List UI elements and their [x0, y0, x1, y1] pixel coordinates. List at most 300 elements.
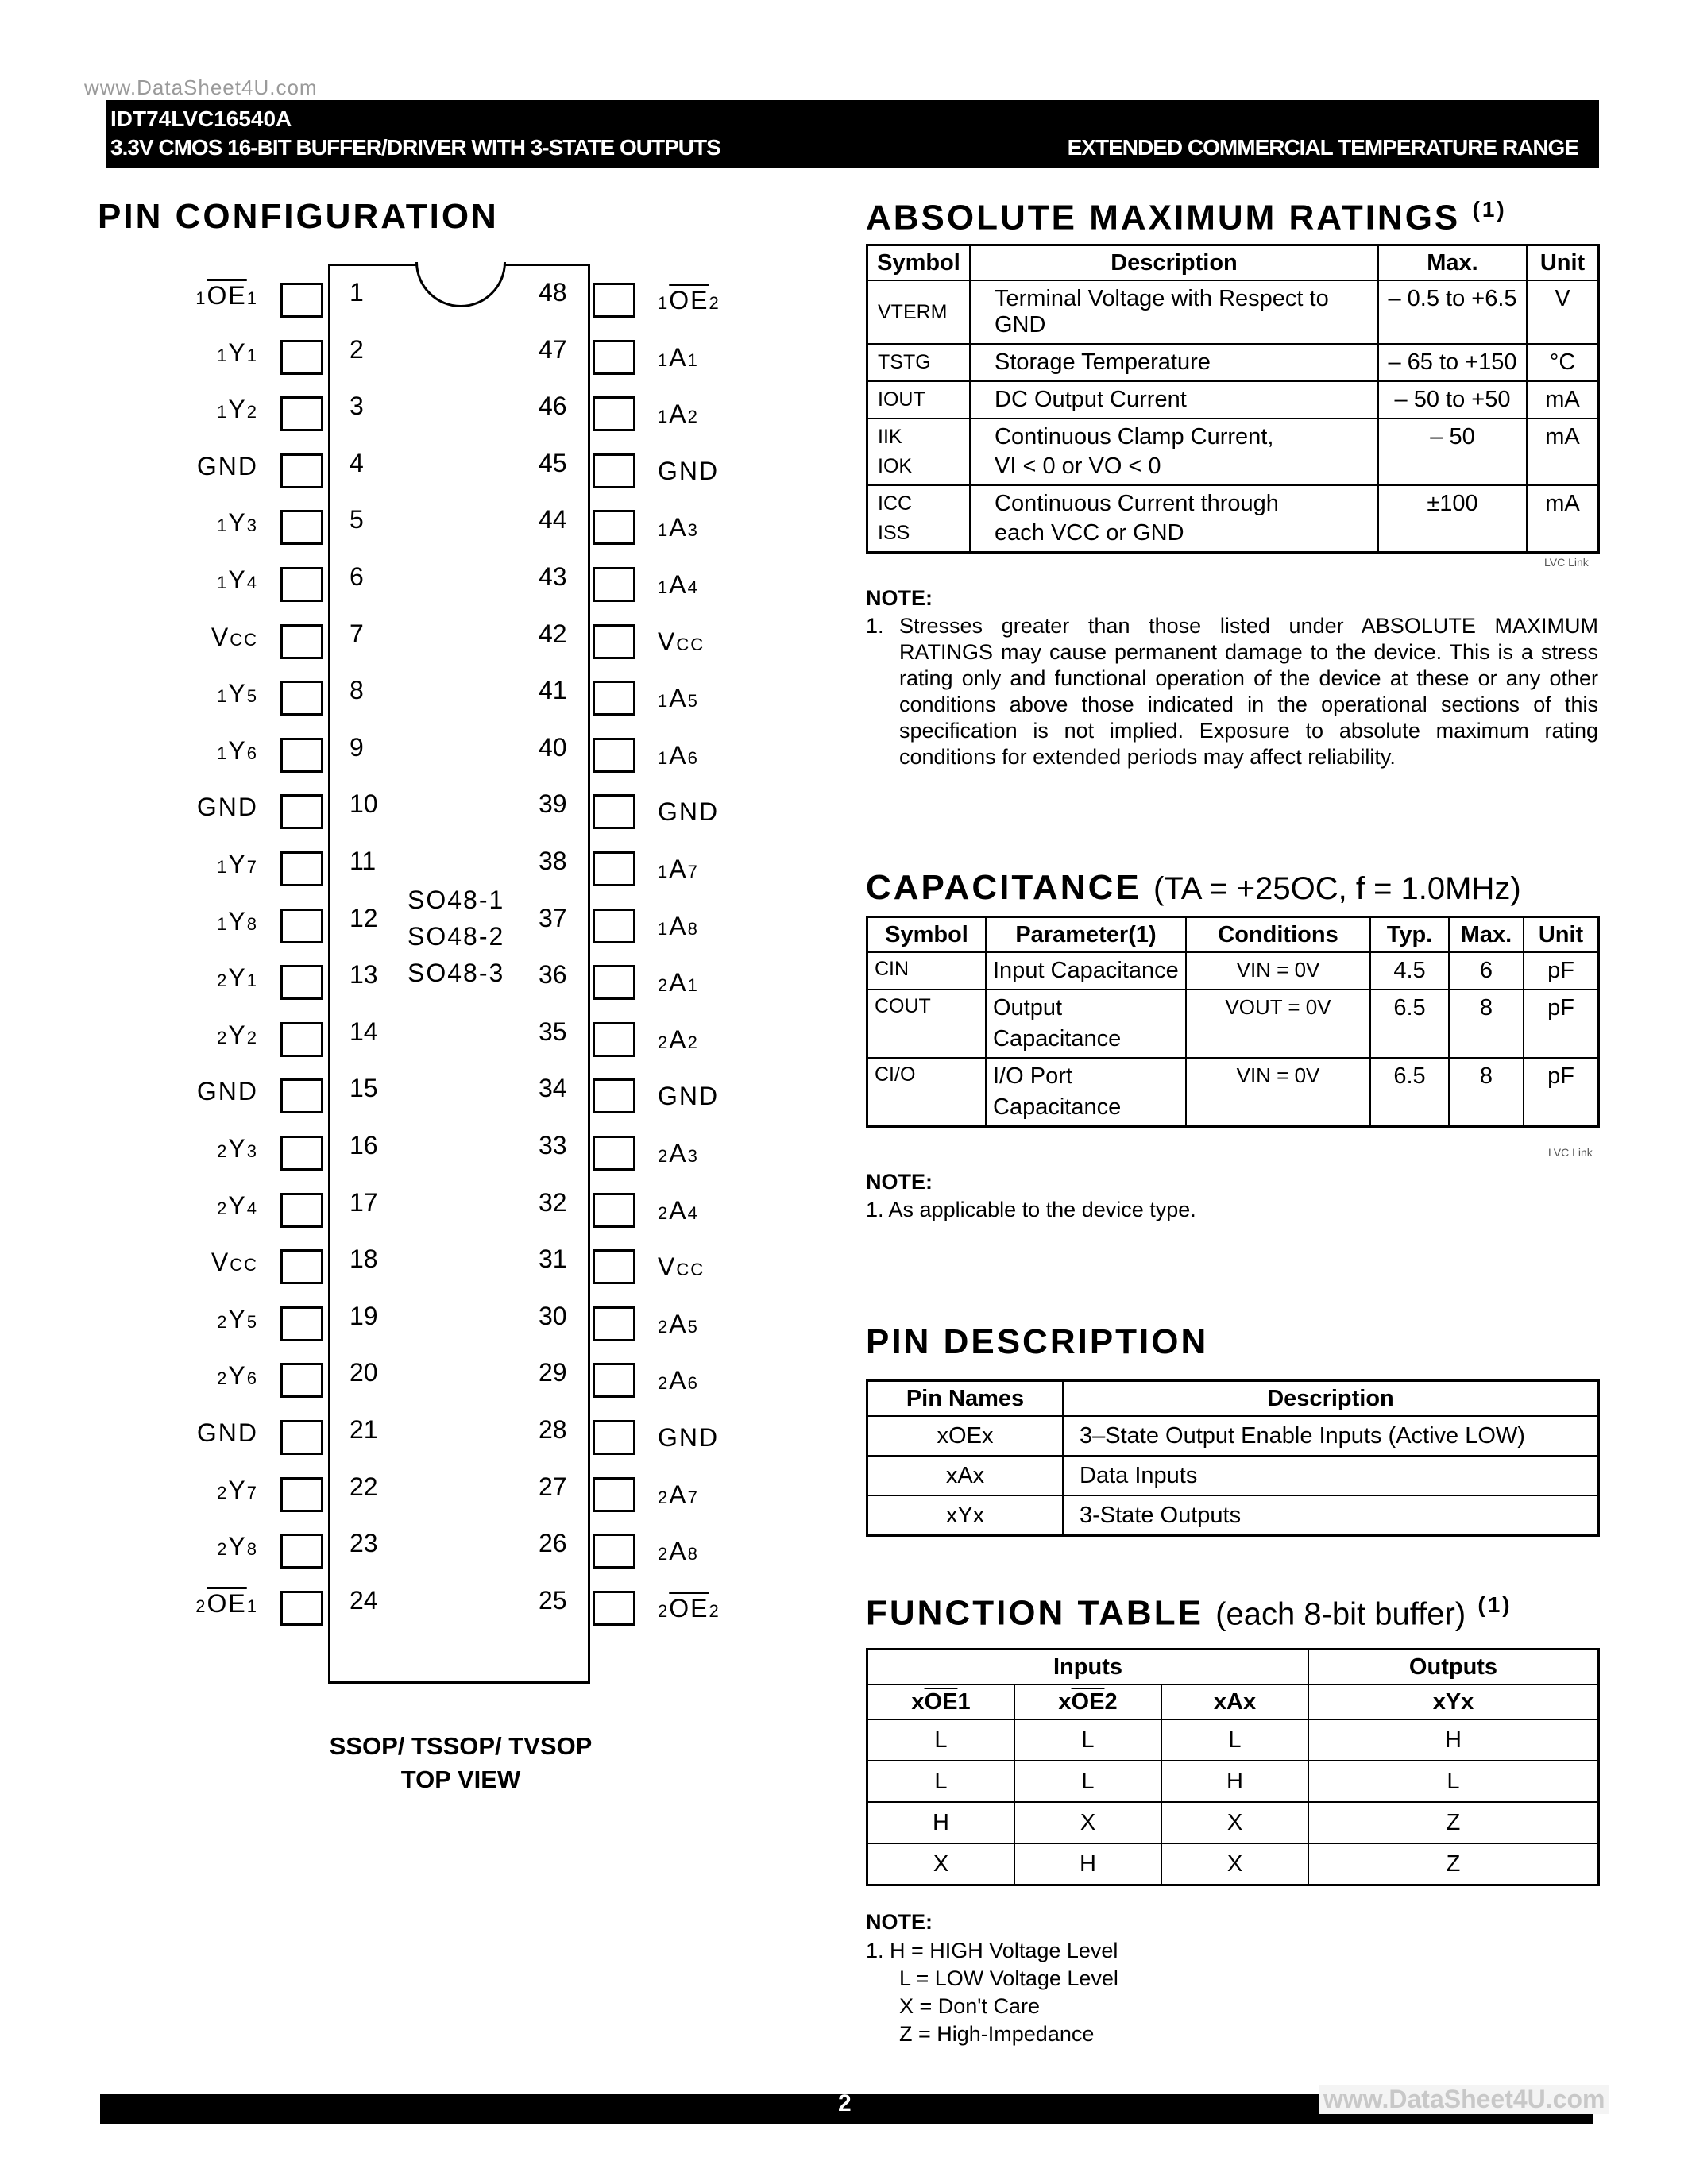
- pin-label: [658, 684, 699, 713]
- pin-number: 40: [539, 732, 567, 762]
- pin-index: 5: [687, 691, 699, 712]
- table-cell: H: [1308, 1719, 1599, 1761]
- typ-cell: 4.5: [1370, 952, 1449, 990]
- pin-label: [658, 1082, 719, 1111]
- pin-label: [658, 457, 719, 486]
- pin-number: 48: [539, 278, 567, 307]
- table-row: [867, 1761, 1599, 1802]
- pin-name: GND: [658, 456, 720, 485]
- pin-group-prefix: 2: [217, 1539, 229, 1560]
- pin-box-left: [280, 681, 323, 716]
- pin-index: 8: [687, 1544, 699, 1565]
- pin-group-prefix: 2: [217, 1482, 229, 1503]
- pin-name: Y: [228, 1532, 247, 1561]
- table-row: [867, 952, 1599, 990]
- col-header: xAx: [1161, 1684, 1308, 1719]
- pin-box-left: [280, 340, 323, 375]
- pin-box-left: [280, 1249, 323, 1284]
- pin-index: 8: [246, 913, 258, 934]
- pin-index: 3: [246, 1141, 258, 1161]
- table-row: [867, 1802, 1599, 1843]
- max-cell: ±100: [1378, 485, 1527, 553]
- pin-group-prefix: 1: [658, 691, 670, 712]
- typ-cell: 6.5: [1370, 990, 1449, 1058]
- note-line: 1. H = HIGH Voltage Level: [866, 1939, 1118, 1962]
- description-cell: [970, 344, 1378, 381]
- description-text: each VCC or GND: [995, 520, 1184, 546]
- pin-group-prefix: 2: [658, 1487, 670, 1507]
- pin-index: 6: [246, 743, 258, 763]
- pin-box-right: [593, 1193, 635, 1228]
- pin-label: [658, 570, 699, 600]
- pin-name: A: [669, 1366, 688, 1395]
- pin-box-right: [593, 510, 635, 545]
- lvc-link: LVC Link: [1548, 1146, 1593, 1159]
- pin-group-prefix: 1: [217, 573, 229, 592]
- pin-name: V: [658, 1252, 677, 1282]
- description-text: Continuous Clamp Current,: [995, 424, 1274, 450]
- table-row: [867, 485, 1599, 553]
- package-code: SO48-3: [408, 959, 505, 987]
- pin-box-left: [280, 283, 323, 318]
- pin-box-left: [280, 738, 323, 773]
- pin-index: 3: [687, 1146, 699, 1166]
- pin-label: [217, 736, 258, 766]
- pin-name: V: [658, 627, 677, 656]
- pin-number: 10: [350, 789, 378, 819]
- pin-name: Y: [228, 565, 247, 594]
- pin-number: 23: [350, 1529, 378, 1558]
- pin-group-prefix: 2: [658, 1202, 670, 1223]
- max-cell: 8: [1449, 990, 1524, 1058]
- pin-name: A: [669, 513, 688, 542]
- pin-name: Y: [228, 338, 247, 367]
- symbol-value: VTERM: [878, 300, 948, 323]
- pin-index: 2: [709, 1600, 720, 1621]
- pin-group-prefix: 1: [217, 686, 229, 707]
- pin-label: [197, 1418, 258, 1448]
- pin-index: 5: [246, 686, 258, 707]
- pin-label: [217, 1191, 258, 1221]
- symbol-cell: [867, 280, 971, 344]
- pin-group-prefix: 2: [658, 1600, 670, 1621]
- pin-box-right: [593, 283, 635, 318]
- unit-cell: mA: [1527, 419, 1599, 485]
- function-table: [866, 1648, 1600, 1886]
- pin-label: [658, 1310, 699, 1339]
- symbol-cell: CIN: [867, 952, 987, 990]
- pin-name: A: [669, 1537, 688, 1566]
- pin-group-prefix: 1: [195, 288, 207, 308]
- conditions-cell: VOUT = 0V: [1186, 990, 1370, 1058]
- description-cell: [970, 280, 1378, 344]
- pin-number: 35: [539, 1017, 567, 1046]
- parameter-cell: [986, 952, 1186, 990]
- pin-number: 2: [350, 334, 364, 364]
- pin-label: [217, 1134, 258, 1163]
- max-cell: – 50 to +50: [1378, 381, 1527, 419]
- table-cell: X: [867, 1843, 1015, 1885]
- pin-group-prefix: 1: [658, 862, 670, 882]
- pin-box-right: [593, 909, 635, 943]
- pin-number: 22: [350, 1472, 378, 1501]
- pin-index: 7: [246, 1482, 258, 1503]
- pin-label: [197, 793, 258, 822]
- pin-label: [658, 912, 699, 941]
- pin-label: [658, 968, 699, 997]
- pin-box-left: [280, 1363, 323, 1398]
- pin-group-prefix: 2: [658, 1316, 670, 1337]
- pin-index: CC: [676, 1260, 705, 1280]
- symbol-cell: [867, 419, 971, 485]
- pin-number: 16: [350, 1131, 378, 1160]
- pin-number: 6: [350, 562, 364, 591]
- pin-number: 27: [539, 1472, 567, 1501]
- pin-box-left: [280, 1420, 323, 1455]
- pin-number: 20: [350, 1358, 378, 1387]
- pin-name: $\overline{OE}$: [669, 286, 709, 314]
- pin-number: 3: [350, 392, 364, 421]
- package-code: SO48-2: [408, 922, 505, 951]
- pin-name: Y: [228, 735, 247, 765]
- pin-box-left: [280, 624, 323, 659]
- pin-number: 7: [350, 619, 364, 648]
- pin-index: 1: [687, 975, 699, 996]
- pin-box-left: [280, 510, 323, 545]
- table-cell: Z: [1308, 1843, 1599, 1885]
- note-heading: NOTE:: [866, 1170, 933, 1194]
- pin-number: 26: [539, 1529, 567, 1558]
- pin-index: 6: [687, 747, 699, 768]
- col-header: xYx: [1308, 1684, 1599, 1719]
- col-header: Description: [1063, 1381, 1599, 1417]
- pin-index: 1: [246, 288, 258, 308]
- pin-name: A: [669, 740, 688, 770]
- pin-name: Y: [228, 395, 247, 424]
- unit-cell: pF: [1524, 1058, 1599, 1127]
- pin-group-prefix: 1: [217, 913, 229, 934]
- table-cell: H: [1161, 1761, 1308, 1802]
- pin-number: 11: [350, 847, 377, 875]
- pin-index: 2: [246, 402, 258, 423]
- parameter-text: Output: [993, 995, 1063, 1021]
- pin-index: 4: [687, 577, 699, 597]
- pin-name: GND: [196, 451, 258, 480]
- pin-number: 24: [350, 1585, 378, 1615]
- pin-box-right: [593, 1363, 635, 1398]
- pin-label: [658, 1366, 699, 1395]
- pin-group-prefix: 2: [195, 1596, 207, 1616]
- temperature-range: EXTENDED COMMERCIAL TEMPERATURE RANGE: [1067, 135, 1578, 160]
- unit-cell: °C: [1527, 344, 1599, 381]
- pin-name: Y: [228, 1304, 247, 1333]
- description-cell: [970, 381, 1378, 419]
- pin-box-right: [593, 1136, 635, 1171]
- pin-name: Y: [228, 850, 247, 878]
- pin-number: 17: [350, 1187, 378, 1217]
- description-text: Continuous Current through: [995, 491, 1279, 516]
- pin-box-left: [280, 396, 323, 431]
- package-codes: [408, 882, 504, 991]
- pin-index: 2: [246, 1027, 258, 1048]
- pin-index: 1: [687, 349, 699, 370]
- pin-box-right: [593, 794, 635, 829]
- conditions-cell: VIN = 0V: [1186, 952, 1370, 990]
- pin-box-right: [593, 340, 635, 375]
- overline-text: $\overline{OE}$: [1071, 1688, 1105, 1715]
- pin-name: Y: [228, 1190, 247, 1220]
- pin-number: 43: [539, 562, 567, 591]
- pin-desc-title: PIN DESCRIPTION: [866, 1322, 1209, 1361]
- pin-label: [211, 1248, 258, 1277]
- pin-number: 36: [539, 960, 567, 990]
- pin-box-left: [280, 1534, 323, 1569]
- pin-number: 28: [539, 1415, 567, 1444]
- pin-box-right: [593, 965, 635, 1000]
- pin-box-right: [593, 1534, 635, 1569]
- pin-number: 32: [539, 1187, 567, 1217]
- pin-label: [195, 1589, 258, 1619]
- col-header: $x\overline{OE}1$: [867, 1684, 1015, 1719]
- pin-name: A: [669, 1309, 688, 1338]
- package-caption: [302, 1730, 620, 1796]
- pin-number: 19: [350, 1301, 378, 1330]
- pin-number: 41: [539, 676, 567, 705]
- pin-description-cell: Data Inputs: [1063, 1456, 1599, 1495]
- note-heading: NOTE:: [866, 1910, 933, 1934]
- unit-cell: V: [1527, 280, 1599, 344]
- package-code: SO48-1: [408, 886, 505, 914]
- capacitance-conditions: (TA = +25OC, f = 1.0MHz): [1153, 871, 1521, 906]
- pin-name: A: [669, 855, 688, 883]
- pin-label: [658, 1139, 699, 1168]
- table-row: [867, 990, 1599, 1058]
- pin-index: 1: [246, 345, 258, 365]
- pin-number: 31: [539, 1244, 567, 1274]
- table-row: [867, 344, 1599, 381]
- table-row: [867, 419, 1599, 485]
- pin-box-left: [280, 567, 323, 602]
- pin-box-right: [593, 567, 635, 602]
- pin-name: GND: [196, 793, 258, 822]
- pin-box-right: [593, 1477, 635, 1512]
- pin-label: [217, 1021, 258, 1050]
- function-table-title: FUNCTION TABLE (each 8-bit buffer) $^{(1)}$: [866, 1592, 1512, 1633]
- pin-box-left: [280, 851, 323, 886]
- pin-label: [658, 1423, 719, 1453]
- pin-label: [658, 741, 699, 770]
- symbol-value: ICC: [878, 492, 913, 515]
- pin-name: Y: [228, 508, 247, 538]
- pin-group-prefix: 1: [658, 407, 670, 427]
- description-text: Storage Temperature: [995, 349, 1211, 375]
- pin-name: A: [669, 684, 688, 713]
- pin-name: GND: [196, 1418, 258, 1447]
- table-row: [867, 1058, 1599, 1127]
- pin-group-prefix: 2: [658, 1544, 670, 1565]
- pin-index: 4: [246, 573, 258, 592]
- group-header-outputs: Outputs: [1308, 1650, 1599, 1685]
- pin-group-prefix: 2: [217, 1311, 229, 1332]
- pin-index: 7: [687, 862, 699, 882]
- pin-group-prefix: 2: [217, 1198, 229, 1218]
- table-row: [867, 381, 1599, 419]
- description-cell: [970, 485, 1378, 553]
- parameter-text: Input Capacitance: [993, 958, 1179, 983]
- watermark-top: www.DataSheet4U.com: [84, 75, 318, 99]
- pin-name: Y: [228, 679, 247, 708]
- pin-number: 8: [350, 676, 364, 705]
- col-header: Symbol: [867, 917, 987, 953]
- pin-name-cell: xOEx: [867, 1416, 1064, 1456]
- table-row: [867, 1416, 1599, 1456]
- view-label: TOP VIEW: [400, 1765, 521, 1793]
- pin-name: A: [669, 570, 688, 599]
- table-cell: X: [1014, 1802, 1161, 1843]
- pin-name: A: [669, 1480, 688, 1509]
- pin-label: [658, 399, 699, 429]
- table-cell: X: [1161, 1843, 1308, 1885]
- header-bar: [106, 100, 1599, 168]
- parameter-text: Capacitance: [993, 1026, 1122, 1051]
- pin-label: [658, 1252, 705, 1282]
- pin-box-right: [593, 1022, 635, 1057]
- pin-group-prefix: 1: [658, 520, 670, 541]
- col-header: Unit: [1524, 917, 1599, 953]
- pin-label: [658, 1594, 720, 1623]
- pin-box-left: [280, 1591, 323, 1626]
- pin-index: 1: [246, 970, 258, 991]
- pin-box-left: [280, 1078, 323, 1113]
- pin-index: 7: [246, 857, 258, 877]
- pin-label: [217, 1305, 258, 1334]
- table-cell: H: [1014, 1843, 1161, 1885]
- symbol-value: IOUT: [878, 388, 925, 411]
- pin-name: A: [669, 1195, 688, 1225]
- pin-name: V: [211, 1248, 230, 1277]
- pin-number: 18: [350, 1244, 378, 1274]
- col-header: Description: [970, 245, 1378, 281]
- pin-label: [658, 1480, 699, 1510]
- pin-box-left: [280, 1136, 323, 1171]
- pin-group-prefix: 1: [217, 402, 229, 423]
- max-cell: – 50: [1378, 419, 1527, 485]
- pin-number: 25: [539, 1585, 567, 1615]
- pin-label: [217, 679, 258, 708]
- pin-index: 2: [709, 293, 720, 313]
- pin-index: 7: [687, 1487, 699, 1507]
- pin-group-prefix: 2: [217, 1368, 229, 1389]
- pin-index: 8: [687, 918, 699, 939]
- abs-max-title: ABSOLUTE MAXIMUM RATINGS $^{(1)}$: [866, 197, 1507, 237]
- pin-number: 39: [539, 789, 567, 819]
- pin-box-left: [280, 965, 323, 1000]
- table-row: [867, 1456, 1599, 1495]
- pin-index: 1: [246, 1596, 258, 1616]
- pin-label: [217, 963, 258, 993]
- pin-index: 3: [687, 520, 699, 541]
- pin-group-prefix: 2: [217, 1141, 229, 1161]
- table-cell: L: [1161, 1719, 1308, 1761]
- pin-name: $\overline{OE}$: [669, 1593, 709, 1623]
- pin-label: [658, 513, 699, 542]
- pin-index: CC: [230, 629, 258, 650]
- table-row: [867, 280, 1599, 344]
- pin-number: 13: [350, 960, 378, 990]
- pin-label: [217, 338, 258, 368]
- description-text: DC Output Current: [995, 387, 1187, 412]
- table-cell: L: [1014, 1761, 1161, 1802]
- pin-index: 4: [687, 1202, 699, 1223]
- pin-name: $\overline{OE}$: [207, 1588, 247, 1618]
- table-cell: L: [867, 1719, 1015, 1761]
- pin-label: [658, 627, 705, 657]
- function-table-notes: [866, 1937, 1118, 2048]
- parameter-cell: [986, 990, 1186, 1058]
- symbol-cell: [867, 344, 971, 381]
- conditions-cell: VIN = 0V: [1186, 1058, 1370, 1127]
- pin-label: [217, 850, 258, 879]
- pin-label: [217, 1361, 258, 1391]
- pin-number: 46: [539, 392, 567, 421]
- document-title: 3.3V CMOS 16-BIT BUFFER/DRIVER WITH 3-STATE OUTPUTS: [110, 135, 720, 160]
- pin-index: 2: [687, 1032, 699, 1052]
- symbol-cell: [867, 381, 971, 419]
- pin-name: Y: [228, 1475, 247, 1504]
- abs-max-table: [866, 244, 1600, 554]
- pin-box-left: [280, 794, 323, 829]
- pin-box-right: [593, 1306, 635, 1341]
- pin-group-prefix: 1: [658, 293, 670, 313]
- note-heading: NOTE:: [866, 586, 933, 610]
- pin-label: [195, 281, 258, 311]
- pin-config-title: PIN CONFIGURATION: [98, 197, 499, 236]
- pin-name-cell: xYx: [867, 1495, 1064, 1536]
- lvc-link: LVC Link: [1544, 556, 1589, 569]
- pin-label: [217, 565, 258, 595]
- pin-name: A: [669, 342, 688, 372]
- table-cell: L: [1014, 1719, 1161, 1761]
- pin-name: GND: [196, 1077, 258, 1106]
- pin-index: 4: [246, 1198, 258, 1218]
- pin-number: 14: [350, 1017, 378, 1046]
- col-header: $x\overline{OE}2$: [1014, 1684, 1161, 1719]
- pin-group-prefix: 2: [217, 1027, 229, 1048]
- pin-number: 44: [539, 505, 567, 534]
- pin-name: A: [669, 1139, 688, 1167]
- pin-index: 6: [687, 1373, 699, 1394]
- parameter-text: I/O Port: [993, 1063, 1072, 1089]
- description-text: VI < 0 or VO < 0: [995, 453, 1161, 479]
- pin-label: [197, 452, 258, 481]
- pin-box-right: [593, 1078, 635, 1113]
- pin-group-prefix: 2: [658, 1032, 670, 1052]
- col-header: Typ.: [1370, 917, 1449, 953]
- page-number: 2: [838, 2090, 852, 2116]
- pin-group-prefix: 1: [658, 349, 670, 370]
- pin-index: 5: [687, 1316, 699, 1337]
- pin-index: 5: [246, 1311, 258, 1332]
- pin-box-right: [593, 738, 635, 773]
- pin-group-prefix: 2: [217, 970, 229, 991]
- unit-cell: mA: [1527, 485, 1599, 553]
- table-row: [867, 1719, 1599, 1761]
- pin-label: [658, 855, 699, 884]
- pin-name-cell: xAx: [867, 1456, 1064, 1495]
- pin-number: 37: [539, 903, 567, 932]
- note-line: Z = High-Impedance: [899, 2022, 1095, 2046]
- pin-name: GND: [658, 1082, 720, 1111]
